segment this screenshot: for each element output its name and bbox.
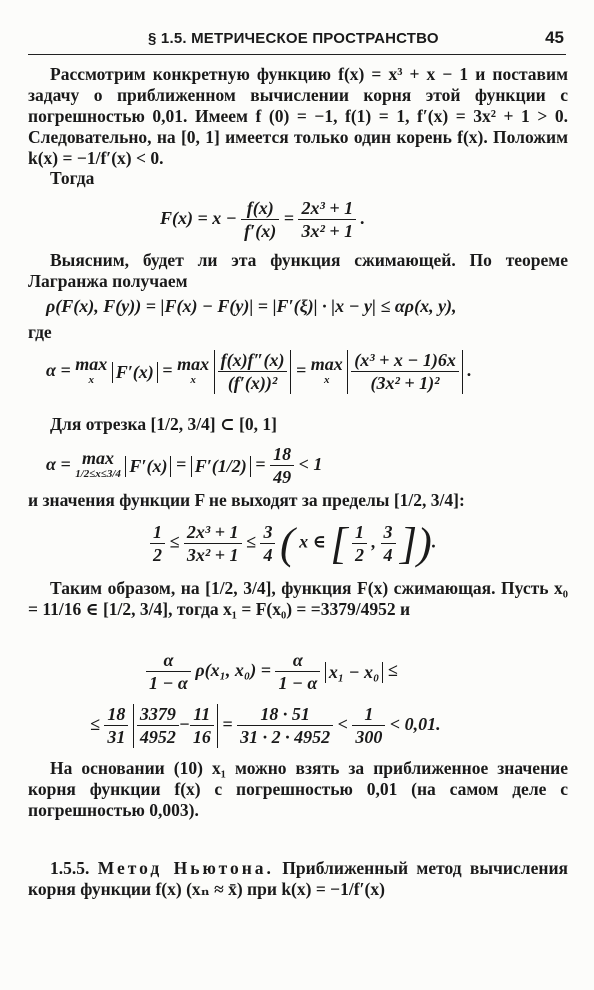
eq4-alpha: α = [46,454,71,475]
eq3-max2 [177,356,209,388]
eq5-le2: ≤ [246,531,256,552]
section-title: Метод Ньютона. [97,858,274,878]
eq7-frac4-num: 18 · 51 [260,704,310,724]
equation-estimate-1 [146,650,398,694]
eq5-frac4-num: 1 [355,521,365,542]
word-where: где [28,322,52,342]
paragraph-values-F: и значения функции F не выходят за пределы [1/2, 3/4]: [28,490,465,510]
equation-alpha-segment [46,444,322,488]
eq1-frac2 [298,198,356,242]
equation-F-definition [160,198,365,242]
eq7-frac5-num: 1 [364,704,374,724]
eq7-end: < 0,01. [389,714,441,735]
equation-alpha-max [46,350,472,394]
eq6-le: ≤ [387,660,398,681]
eq3-period: . [467,360,472,381]
eq5-frac5-num: 3 [383,521,393,542]
eq1-lhs: F(x) = x − [160,208,237,229]
eq7-frac3-num: 11 [193,704,211,724]
eq4-frac [270,444,294,488]
eq7-frac4 [237,704,333,748]
eq3-frac2-num: (x³ + x − 1)6x [354,350,456,370]
eq4-abs-Fprime-half: F′(1/2) [191,456,251,477]
eq3-frac2-den: (3x² + 1)² [351,371,459,394]
eq7-frac5-den: 300 [352,725,385,748]
eq7-frac2-den: 4952 [137,725,179,748]
eq1-frac2-num: 2x³ + 1 [301,198,354,218]
eq3-abs-Fprime: F′(x) [112,362,158,383]
paragraph-contraction: Таким образом, на [1/2, 3/4], функция F(x) сжимающая. Пусть x₀ = 11/16 ∈ [1/2, 3/4], тогда x₁ = F(x₀) = =3379/4952 и [28,578,568,619]
equation-estimate-2 [90,704,441,748]
eq3-equals1: = [162,360,173,381]
section-text: Приближенный метод вычисления корня функции f(x) (xₙ ≈ x̄) при k(x) = −1/f′(x) [28,858,568,899]
eq5-period: . [431,531,437,552]
eq3-max3-sub: x [324,374,330,386]
eq3-equals2: = [295,360,307,381]
eq6-equals: = [260,660,271,681]
eq7-frac1 [104,704,128,748]
eq1-frac1 [241,198,279,242]
eq5-left-bracket: [ [330,519,348,568]
eq3-abs-frac1 [214,350,292,394]
eq5-frac3-num: 3 [263,521,273,542]
eq5-frac4 [352,522,367,566]
eq3-max2-sub: x [190,374,196,386]
eq5-frac3-den: 4 [260,543,275,566]
eq4-equals1: = [175,454,187,475]
eq3-max-sub: x [88,374,94,386]
paragraph-then: Тогда [50,168,95,188]
eq5-comma: , [371,531,377,552]
eq3-max [75,356,107,388]
running-head: § 1.5. МЕТРИЧЕСКОЕ ПРОСТРАНСТВО [148,30,439,47]
eq3-max3-word: max [310,354,343,374]
eq5-right-bracket: ] [400,519,418,568]
eq5-frac1-den: 2 [150,543,165,566]
eq5-left-paren: ( [279,519,295,568]
eq7-frac1-den: 31 [104,725,128,748]
eq5-right-paren: ) [417,519,432,568]
eq5-frac3 [260,522,275,566]
eq7-le: ≤ [90,714,100,735]
eq5-frac5-den: 4 [381,543,396,566]
eq5-frac2-den: 3x² + 1 [184,543,242,566]
eq7-frac4-den: 31 · 2 · 4952 [237,725,333,748]
eq4-max-sub: 1/2≤x≤3/4 [75,468,121,480]
eq7-frac5 [352,704,385,748]
eq5-le1: ≤ [169,531,180,552]
section-number: 1.5.5. [50,858,90,878]
eq7-lt: < [337,714,348,735]
page-number: 45 [545,28,564,47]
eq5-frac2-num: 2x³ + 1 [186,521,239,542]
eq7-frac1-num: 18 [107,704,126,724]
paragraph-intro: Рассмотрим конкретную функцию f(x) = x³ + x − 1 и поставим задачу о приближенном вычислении корня этой функции с погрешностью 0,01. Имеем f (0) = −1, f(1) = 1, f′(x) = 3x² + 1 > 0. Следовательно, на [0, 1] имеется только один корень f(x). Положим k(x) = −1/f′(x) < 0. [28,64,568,168]
eq7-abs [133,704,218,748]
paragraph-lagrange: Выясним, будет ли эта функция сжимающей. По теореме Лагранжа получаем [28,250,568,291]
eq6-frac2-den: 1 − α [275,671,320,694]
eq6-frac1-den: 1 − α [146,671,191,694]
eq5-frac1-num: 1 [153,521,162,542]
eq1-frac1-den: f′(x) [241,219,279,242]
eq3-abs-frac2 [347,350,463,394]
eq6-frac1-num: α [163,650,174,670]
page-header [28,28,566,55]
eq3-frac1-den: (f′(x))² [218,371,288,394]
eq5-frac2 [184,522,242,566]
eq6-frac1 [146,650,191,694]
paragraph-segment: Для отрезка [1/2, 3/4] ⊂ [0, 1] [50,414,277,434]
eq4-max [75,450,121,482]
equation-bounds [150,518,436,569]
eq5-frac1 [150,522,165,566]
eq1-frac2-den: 3x² + 1 [298,219,356,242]
eq7-equals: = [222,714,233,735]
eq7-frac3-den: 16 [190,725,214,748]
eq7-frac2 [137,704,179,748]
eq1-equals: = [283,208,294,229]
section-newton [28,858,568,900]
eq7-frac2-num: 3379 [139,704,176,724]
eq6-rho: ρ(x₁, x₀) [195,660,257,681]
eq6-frac2 [275,650,320,694]
equation-lagrange: ρ(F(x), F(y)) = |F(x) − F(y)| = |F′(ξ)| · |x − y| ≤ αρ(x, y), [46,296,457,316]
eq1-period: . [360,208,366,229]
eq4-abs-Fprime: F′(x) [125,456,171,477]
eq6-abs-diff: x₁ − x₀ [325,662,383,683]
eq3-max-word: max [75,354,108,374]
eq3-frac2 [351,350,459,394]
eq4-frac-den: 49 [270,465,294,488]
eq3-frac1-num: f(x)f″(x) [220,350,285,370]
eq7-frac3 [190,704,214,748]
eq4-max-word: max [82,448,115,468]
eq5-frac4-den: 2 [352,543,367,566]
eq4-frac-num: 18 [273,444,292,464]
eq6-frac2-num: α [292,650,303,670]
eq7-minus: − [178,714,190,735]
paragraph-conclusion: На основании (10) x₁ можно взять за приближенное значение корня функции f(x) с погрешностью 0,01 (на самом деле с погрешностью 0,003). [28,758,568,820]
eq3-alpha: α = [46,360,71,381]
eq1-frac1-num: f(x) [246,198,274,218]
eq4-equals2: = [255,454,266,475]
eq5-x-in: x ∈ [299,531,326,552]
eq3-max3 [311,356,343,388]
eq3-frac1 [218,350,288,394]
eq3-max2-word: max [177,354,210,374]
eq5-frac5 [381,522,396,566]
eq4-lt-one: < 1 [298,454,323,475]
